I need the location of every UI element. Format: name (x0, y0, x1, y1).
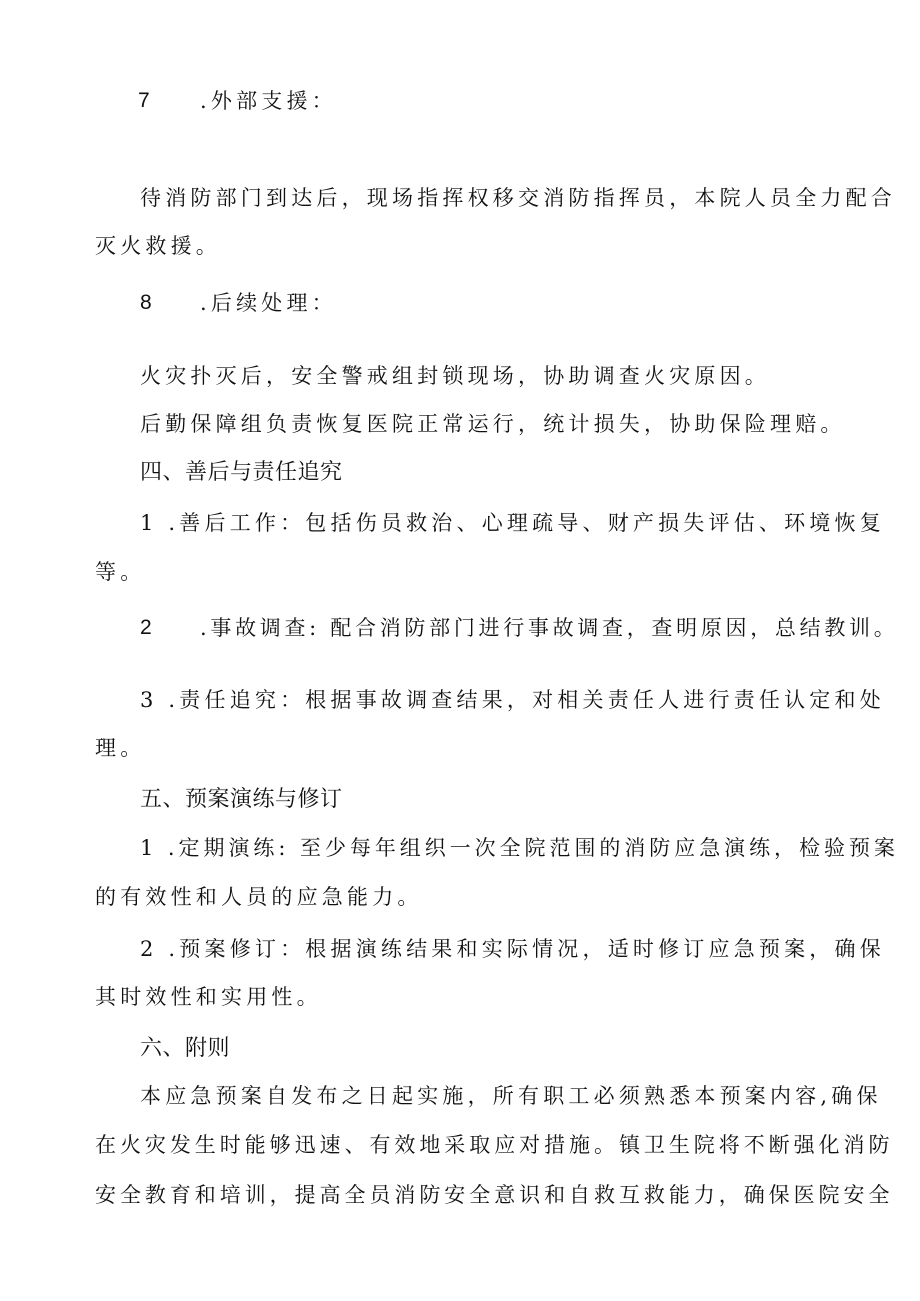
section-5-p1-line-2: 的有效性和人员的应急能力。 (95, 885, 423, 909)
section-6-p1-line-2: 在火灾发生时能够迅速、有效地采取应对措施。镇卫生院将不断强化消防 (95, 1133, 894, 1157)
section-5-p2-line-1: 2 .预案修订：根据演练结果和实际情况，适时修订应急预案，确保 (140, 937, 885, 961)
section-4-p2-number: 2 (140, 616, 152, 639)
section-6-heading: 六、附则 (140, 1036, 231, 1061)
item-8-number: 8 (140, 291, 152, 314)
item-8-label: .后续处理： (200, 291, 337, 315)
section-4-p3-line-2: 理。 (95, 736, 146, 760)
section-6-p1-line-3: 安全教育和培训，提高全员消防安全意识和自救互救能力，确保医院安全 (95, 1183, 894, 1207)
section-4-p1-line-1: 1 .善后工作：包括伤员救治、心理疏导、财产损失评估、环境恢复 (140, 511, 885, 535)
section-4-p3-line-1: 3 .责任追究：根据事故调查结果，对相关责任人进行责任认定和处 (140, 688, 885, 712)
item-8-text-line-1: 火灾扑灭后，安全警戒组封锁现场，协助调查火灾原因。 (140, 364, 770, 388)
section-4-heading: 四、善后与责任追究 (140, 460, 343, 485)
section-4-p1-line-2: 等。 (95, 560, 146, 584)
item-7-text-line-2: 灭火救援。 (95, 234, 221, 258)
section-5-p1-line-1: 1 .定期演练: 至少每年组织一次全院范围的消防应急演练，检验预案 (140, 836, 899, 860)
item-8-text-line-2: 后勤保障组负责恢复医院正常运行，统计损失，协助保险理赔。 (140, 412, 846, 436)
section-6-p1-line-1: 本应急预案自发布之日起实施，所有职工必须熟悉本预案内容,确保 (140, 1084, 882, 1108)
section-5-p2-line-2: 其时效性和实用性。 (95, 985, 322, 1009)
item-7-text-line-1: 待消防部门到达后，现场指挥权移交消防指挥员，本院人员全力配合 (140, 186, 896, 210)
section-5-heading: 五、预案演练与修订 (140, 787, 343, 812)
section-4-p2-text: .事故调查: 配合消防部门进行事故调查，查明原因，总结教训。 (200, 616, 899, 640)
item-7-label: .外部支援： (200, 89, 337, 113)
item-7-number: 7 (138, 89, 150, 112)
